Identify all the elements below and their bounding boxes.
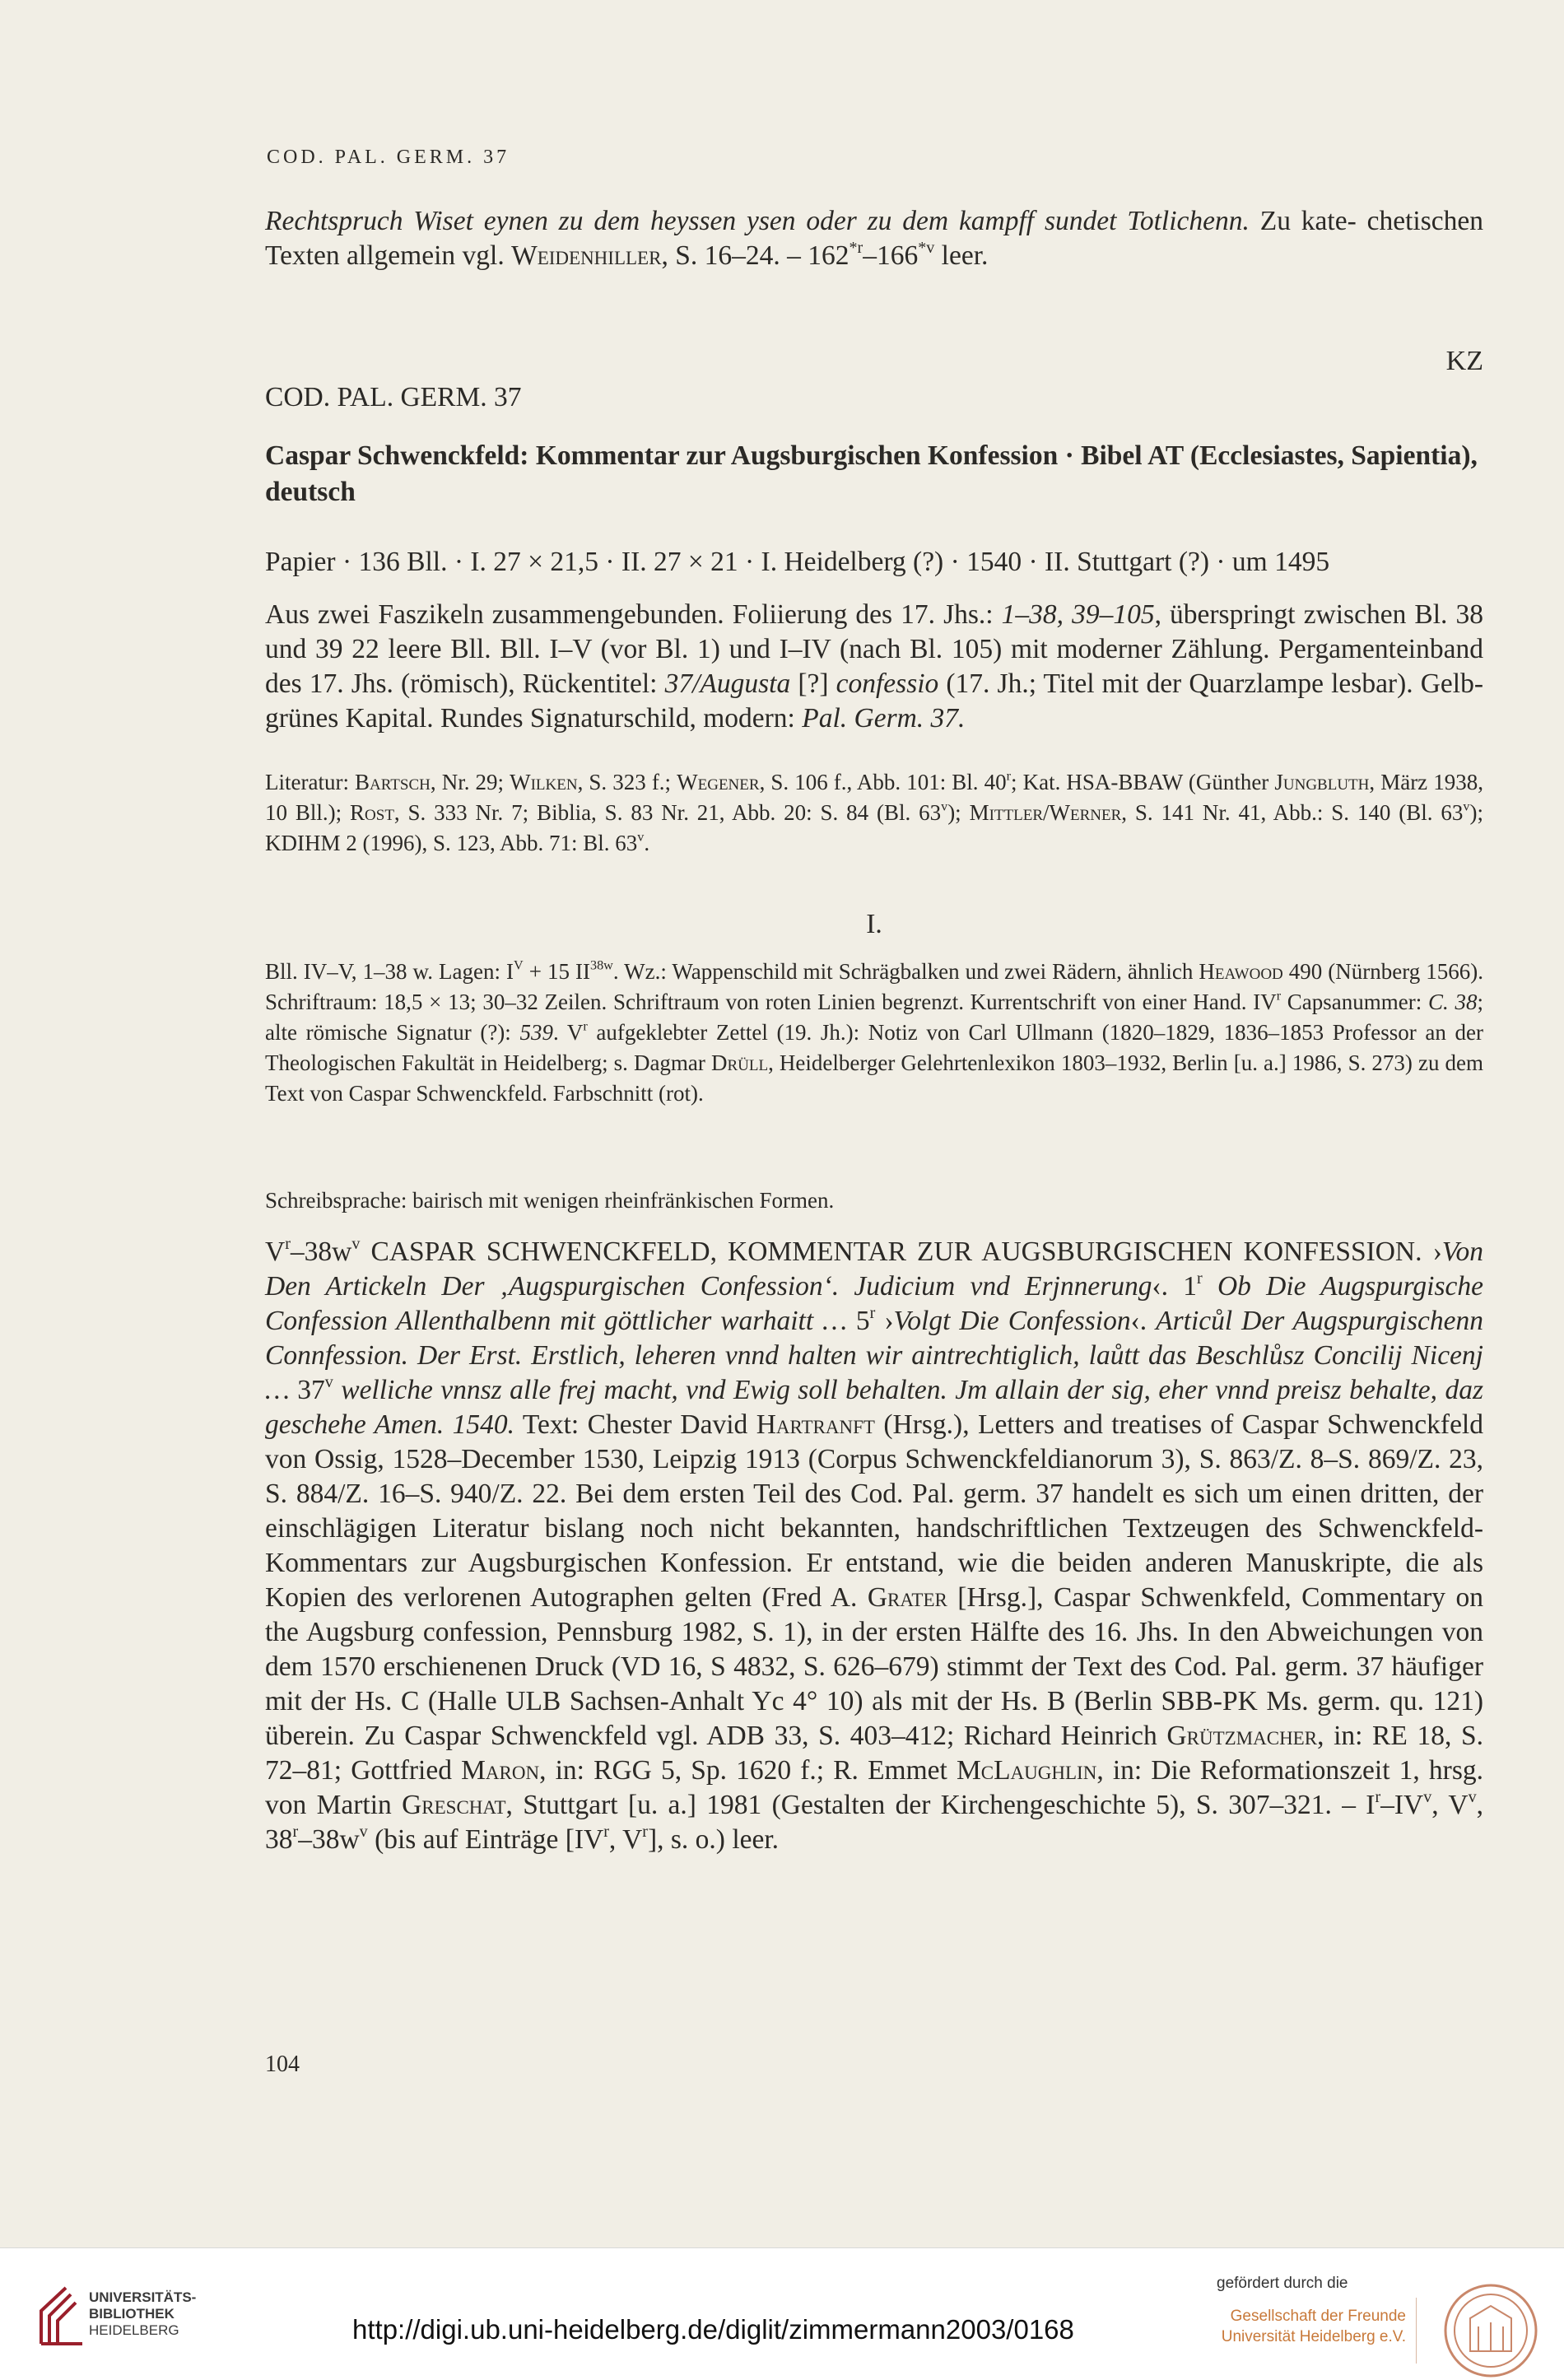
content-description: $V^r-38w^v$ CASPAR SCHWENCKFELD, KOMMENTAR ZUR AUGSBURGISCHEN KONFESSION. ›Von Den Artickeln Der ‚Augspurgischen Confession‘. Judicium vnd Erjnnerung‹. 1$^r$ Ob Die Augspurgische Confession Allenthalbenn mit göttlicher warhaitt … 5$^r$ ›Volgt Die Confession‹. Articůl Der Augspurgischenn Connfession. Der Erst. Erstlich, leheren vnnd halten wir aintrechtiglich, laůtt das Beschlůsz Concilij Nicenj … 37$^v$ welliche vnnsz alle frej macht, vnd Ewig soll behalten. Jm allain der sig, eher vnnd preisz behalte, daz geschehe Amen. 1540. Text: Chester David Hartranft (Hrsg.), Letters and treatises of Caspar Schwenckfeld von Ossig, 1528–December 1530, Leipzig 1913 (Corpus Schwenckfeldianorum 3), S. 863/Z. 8–S. 869/Z. 23, S. 884/Z. 16–S. 940/Z. 22. Bei dem ersten Teil des Cod. Pal. germ. 37 handelt es sich um einen dritten, der einschlägigen Literatur bislang noch nicht bekannten, handschriftlichen Textzeugen des Schwenckfeld-Kommentars zur Augsburgischen Konfession. Er entstand, wie die beiden anderen Manuskripte, die als Kopien des verlorenen Autographen gelten (Fred A. Grater [Hrsg.], Caspar Schwenkfeld, Commentary on the Augsburg confession, Pennsburg 1982, S. 1), in der ersten Hälfte des 16. Jhs. In den Abweichungen von dem 1570 erschienenen Druck (VD 16, S 4832, S. 626–679) stimmt der Text des Cod. Pal. germ. 37 häufiger mit der Hs. C (Halle ULB Sachsen-Anhalt Yc 4° 10) als mit der Hs. B (Berlin SBB-PK Ms. germ. qu. 121) überein. Zu Caspar Schwenckfeld vgl. ADB 33, S. 403–412; Richard Heinrich Grützmacher, in: RE 18, S. 72–81; Gottfried Maron, in: RGG 5, Sp. 1620 f.; R. Emmet McLaughlin, in: Die Reformationszeit 1, hrsg. von Martin Greschat, Stuttgart [u. a.] 1981 (Gestalten der Kirchengeschichte 5), S. 307–321. – $I^r-IV^v$, $V^v$, $38^r-38w^v$ (bis auf Einträge [$IV^r$, $V^r$], s. o.) leer. — [265, 1234, 1484, 1855]
physical-description: Papier · 136 Bll. · I. 27 × 21,5 · II. 27 × 21 · I. Heidelberg (?) · 1540 · II. Stuttgart (?) · um 1495 — [265, 547, 1330, 577]
running-head: COD. PAL. GERM. 37 — [267, 147, 510, 168]
binding-description: Aus zwei Faszikeln zusammengebunden. Foliierung des 17. Jhs.: 1–38, 39–105, überspringt zwischen Bl. 38 und 39 22 leere Bll. Bll. I–V (vor Bl. 1) und I–IV (nach Bl. 105) mit moderner Zählung. Pergamenteinband des 17. Jhs. (römisch), Rückentitel: 37/Augusta [?] confessio (17. Jh.; Titel mit der Quarzlampe lesbar). Gelb-grünes Kapital. Rundes Signaturschild, modern: Pal. Germ. 37. — [265, 599, 1483, 734]
funded-by-label: gefördert durch die — [1217, 2275, 1348, 2292]
codicological-description: Bll. IV–V, 1–38 w. Lagen: $I^V + 15$ $II^{38w}$. Wz.: Wappenschild mit Schrägbalken und zwei Rädern, ähnlich Heawood 490 (Nürnberg 1566). Schriftraum: 18,5 × 13; 30–32 Zeilen. Schriftraum von roten Linien begrenzt. Kurrentschrift von einer Hand. $IV^r$ Capsanummer: C. 38; alte römische Signatur (?): 539. $V^r$ aufgeklebter Zettel (19. Jh.): Notiz von Carl Ullmann (1820–1829, 1836–1853 Professor an der Theologischen Fakultät in Heidelberg; s. Dagmar Drüll, Heidelberger Gelehrtenlexikon 1803–1932, Berlin [u. a.] 1986, S. 273) zu dem Text von Caspar Schwenckfeld. Farbschnitt (rot). — [265, 957, 1484, 1106]
page-number: 104 — [265, 2052, 300, 2077]
entry-shelfmark: COD. PAL. GERM. 37 — [265, 382, 522, 412]
permalink-url[interactable]: http://digi.ub.uni-heidelberg.de/diglit/zimmermann2003/0168 — [352, 2314, 1074, 2345]
university-seal-icon — [1437, 2281, 1544, 2380]
entry-title: Caspar Schwenckfeld: Kommentar zur Augsburgischen Konfession · Bibel AT (Ecclesiastes, Sapientia), deutsch — [265, 440, 1478, 507]
library-logo-icon — [33, 2278, 91, 2352]
society-name: Gesellschaft der Freunde Universität Heidelberg e.V. — [1221, 2308, 1406, 2345]
previous-entry-title: Rechtspruch Wiset eynen zu dem heyssen ysen oder zu dem kampff sundet Totlichenn. — [265, 206, 1250, 236]
section-heading: I. — [866, 909, 882, 939]
literature-list: Literatur: Bartsch, Nr. 29; Wilken, S. 323 f.; Wegener, S. 106 f., Abb. 101: Bl. 40$^r$; Kat. HSA-BBAW (Günther Jungbluth, März 1938, 10 Bll.); Rost, S. 333 Nr. 7; Biblia, S. 83 Nr. 21, Abb. 20: S. 84 (Bl. 63$^v$); Mittler/Werner, S. 141 Nr. 41, Abb.: S. 140 (Bl. 63$^v$); KDIHM 2 (1996), S. 123, Abb. 71: Bl. 63$^v$. — [265, 768, 1484, 855]
previous-entry-tail: Rechtspruch Wiset eynen zu dem heyssen ysen oder zu dem kampff sundet Totlichenn. Zu kate- chetischen Texten allgemein vgl. Weidenhiller, S. 16–24. – 162$^{*r}$–166$^{*v}$ leer. — [265, 206, 1483, 271]
footer-divider — [1416, 2298, 1417, 2364]
viewer-footer — [0, 2247, 1564, 2380]
library-name: UNIVERSITÄTS- BIBLIOTHEK HEIDELBERG — [89, 2289, 197, 2338]
scribal-language: Schreibsprache: bairisch mit wenigen rheinfränkischen Formen. — [265, 1188, 835, 1213]
author-initials: KZ — [1445, 346, 1483, 376]
